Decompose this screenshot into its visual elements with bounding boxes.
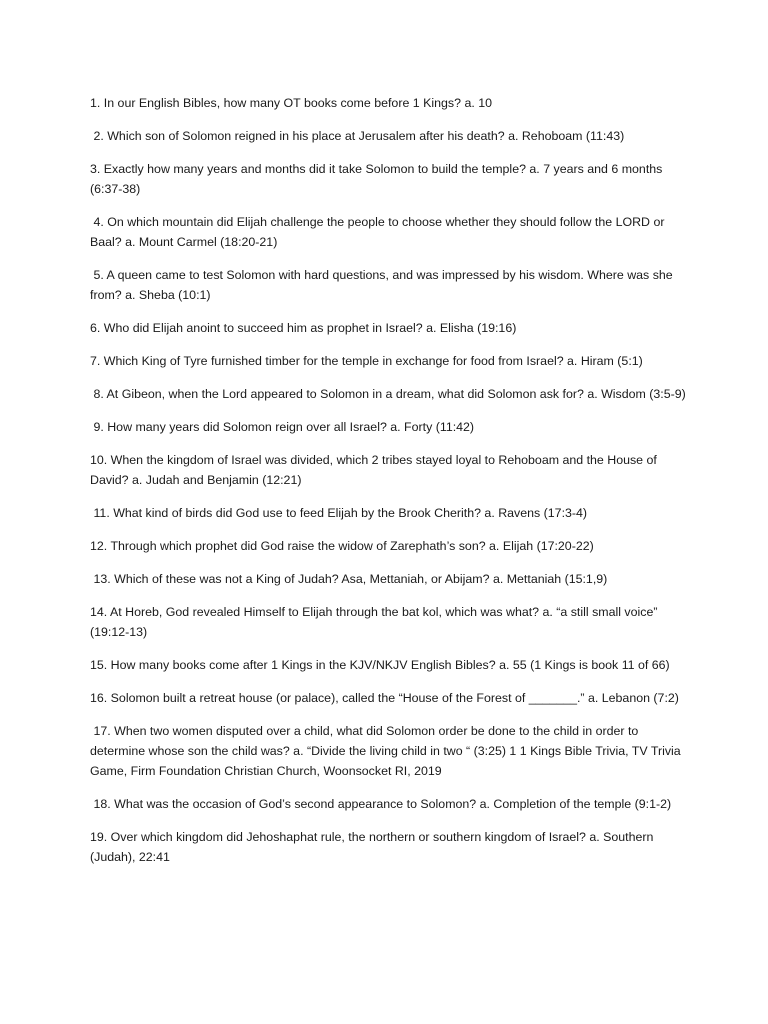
question-8: 8. At Gibeon, when the Lord appeared to Solomon in a dream, what did Solomon ask for? a. Wisdom (3:5-9) (90, 387, 686, 401)
question-19: 19. Over which kingdom did Jehoshaphat rule, the northern or southern kingdom of Israel? a. Southern (Judah), 22:41 (90, 830, 657, 864)
question-15: 15. How many books come after 1 Kings in the KJV/NKJV English Bibles? a. 55 (1 Kings is book 11 of 66) (90, 658, 670, 672)
question-16: 16. Solomon built a retreat house (or palace), called the “House of the Forest of _______.” a. Lebanon (7:2) (90, 691, 679, 705)
question-9: 9. How many years did Solomon reign over all Israel? a. Forty (11:42) (90, 420, 475, 434)
question-7: 7. Which King of Tyre furnished timber for the temple in exchange for food from Israel? a. Hiram (5:1) (90, 354, 643, 368)
question-3: 3. Exactly how many years and months did it take Solomon to build the temple? a. 7 years and 6 months (6:37-38) (90, 162, 666, 196)
question-10: 10. When the kingdom of Israel was divided, which 2 tribes stayed loyal to Rehoboam and the House of David? a. Judah and Benjamin (12:21) (90, 453, 661, 487)
question-1: 1. In our English Bibles, how many OT books come before 1 Kings? a. 10 (90, 96, 492, 110)
question-11: 11. What kind of birds did God use to feed Elijah by the Brook Cherith? a. Ravens (17:3-4) (90, 506, 588, 520)
question-18: 18. What was the occasion of God’s second appearance to Solomon? a. Completion of the temple (9:1-2) (90, 797, 672, 811)
question-17: 17. When two women disputed over a child, what did Solomon order be done to the child in order to determine whose son the child was? a. “Divide the living child in two “ (3:25) 1 1 Kings Bible Trivia, TV Trivia Game, Firm Foundation Christian Church, Woonsocket RI, 2019 (90, 724, 685, 778)
question-5: 5. A queen came to test Solomon with hard questions, and was impressed by his wisdom. Where was she from? a. Sheba (10:1) (90, 268, 677, 302)
question-6: 6. Who did Elijah anoint to succeed him as prophet in Israel? a. Elisha (19:16) (90, 321, 517, 335)
question-list (90, 93, 686, 880)
question-14: 14. At Horeb, God revealed Himself to Elijah through the bat kol, which was what? a. “a still small voice” (19:12-13) (90, 605, 661, 639)
question-13: 13. Which of these was not a King of Judah? Asa, Mettaniah, or Abijam? a. Mettaniah (15:1,9) (90, 572, 608, 586)
question-2: 2. Which son of Solomon reigned in his place at Jerusalem after his death? a. Rehoboam (11:43) (90, 129, 625, 143)
question-12: 12. Through which prophet did God raise the widow of Zarephath’s son? a. Elijah (17:20-22) (90, 539, 594, 553)
question-4: 4. On which mountain did Elijah challenge the people to choose whether they should follow the LORD or Baal? a. Mount Carmel (18:20-21) (90, 215, 668, 249)
